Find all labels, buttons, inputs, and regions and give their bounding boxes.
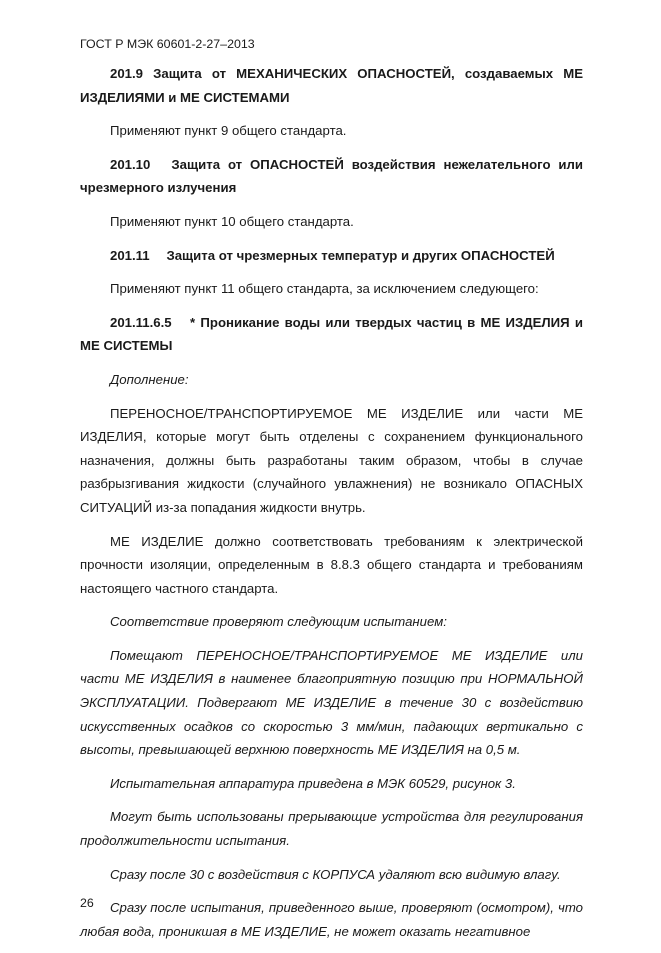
body-paragraph: Применяют пункт 9 общего стандарта. <box>110 123 347 139</box>
page-footer <box>80 895 94 911</box>
test-procedure-paragraph: Помещают ПЕРЕНОСНОЕ/ТРАНСПОРТИРУЕМОЕ МЕ ИЗДЕЛИЕ или части МЕ ИЗДЕЛИЯ в наименее благоприятную позицию при НОРМАЛЬНОЙ ЭКСПЛУАТАЦИИ. Подвергают МЕ ИЗДЕЛИЕ в течение 30 с воздействию искусственных осадков со скоростью 3 мм/мин, падающих вертикально с высоты, превышающей верхнюю поверхность МЕ ИЗДЕЛИЯ на 0,5 м. <box>80 647 583 758</box>
page-body <box>80 62 583 953</box>
body-paragraph: МЕ ИЗДЕЛИЕ должно соответствовать требованиям к электрической прочности изоляции, определенным в 8.8.3 общего стандарта и требованиям настоящего частного стандарта. <box>80 533 583 596</box>
test-procedure-paragraph: Сразу после испытания, приведенного выше, проверяют (осмотром), что любая вода, проникшая в МЕ ИЗДЕЛИЕ, не может оказать негативное <box>80 900 583 939</box>
test-procedure-paragraph: Испытательная аппаратура приведена в МЭК 60529, рисунок 3. <box>110 775 516 791</box>
test-procedure-paragraph: Могут быть использованы прерывающие устройства для регулирования продолжительности испытания. <box>80 809 583 849</box>
section-heading-201-11-6-5: 201.11.6.5 * Проникание воды или твердых частиц в МЕ ИЗДЕЛИЯ и МЕ СИСТЕМЫ <box>80 314 583 354</box>
compliance-note: Соответствие проверяют следующим испытанием: <box>110 614 447 630</box>
document-header <box>80 36 255 52</box>
body-paragraph: Применяют пункт 11 общего стандарта, за исключением следующего: <box>110 281 539 297</box>
section-heading-201-9: 201.9 Защита от МЕХАНИЧЕСКИХ ОПАСНОСТЕЙ, создаваемых МЕ ИЗДЕЛИЯМИ и МЕ СИСТЕМАМИ <box>80 66 583 105</box>
body-paragraph: Применяют пункт 10 общего стандарта. <box>110 213 354 229</box>
body-paragraph: ПЕРЕНОСНОЕ/ТРАНСПОРТИРУЕМОЕ МЕ ИЗДЕЛИЕ или части МЕ ИЗДЕЛИЯ, которые могут быть отделены с сохранением функционального назначения, должны быть разработаны таким образом, чтобы в случае разбрызгивания жидкости (случайного увлажнения) не возникало ОПАСНЫХ СИТУАЦИЙ из-за попадания жидкости внутрь. <box>80 405 583 515</box>
standard-id: ГОСТ Р МЭК 60601-2-27–2013 <box>80 37 255 51</box>
page-number: 26 <box>80 896 94 910</box>
addition-label: Дополнение: <box>110 371 189 387</box>
test-procedure-paragraph: Сразу после 30 с воздействия с КОРПУСА удаляют всю видимую влагу. <box>110 866 561 882</box>
section-heading-201-11: 201.11 Защита от чрезмерных температур и других ОПАСНОСТЕЙ <box>110 247 555 263</box>
section-heading-201-10: 201.10 Защита от ОПАСНОСТЕЙ воздействия нежелательного или чрезмерного излучения <box>80 156 583 196</box>
